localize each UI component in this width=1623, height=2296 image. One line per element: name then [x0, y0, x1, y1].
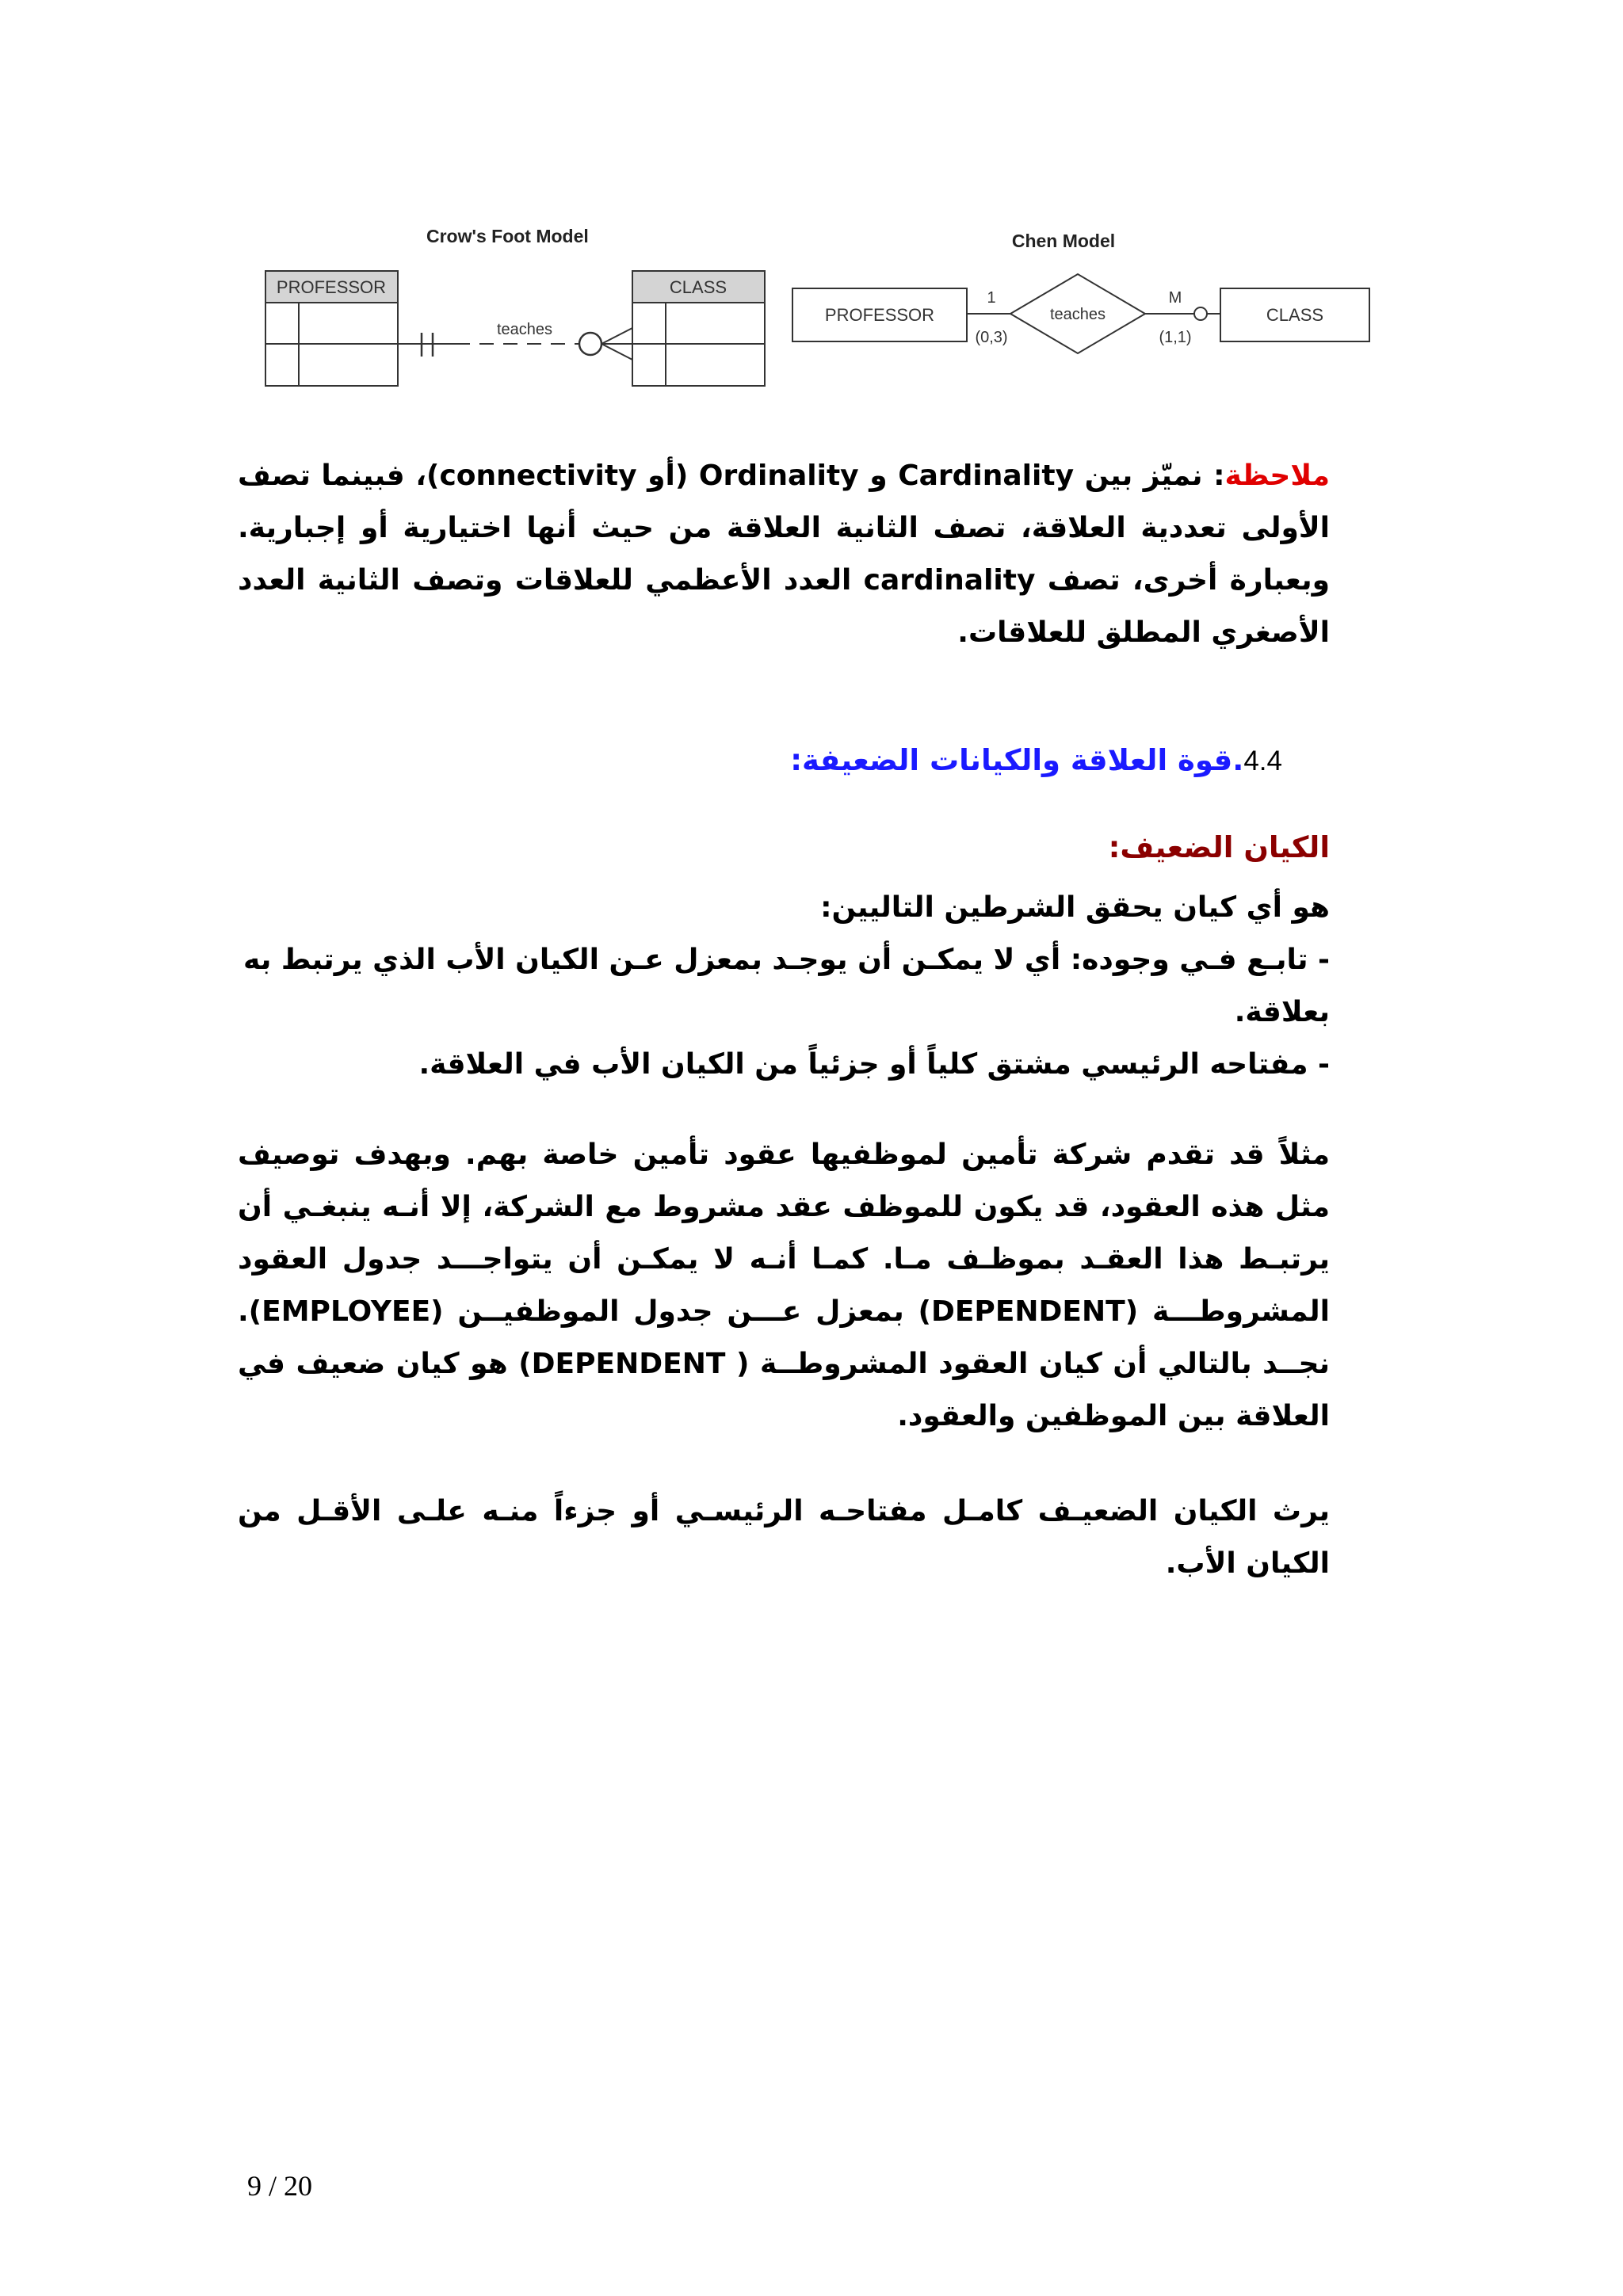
chen-left-cardinality: 1 — [987, 289, 996, 307]
definition-item-1: - تابـع فـي وجوده: أي لا يمكـن أن يوجـد بمعزل عـن الكيان الأب الذي يرتبط به بعلاقة. — [243, 944, 1330, 1028]
er-models-diagram — [258, 215, 1387, 398]
chen-professor-label: PROFESSOR — [824, 305, 935, 325]
section-heading: 4.4.قوة العلاقة والكيانات الضعيفة: — [790, 743, 1282, 777]
crows-foot-professor-entity — [265, 271, 398, 386]
page-number: 9 / 20 — [247, 2170, 313, 2202]
crows-foot-class-label: CLASS — [669, 277, 727, 297]
definition-intro: هو أي كيان يحقق الشرطين التاليين: — [820, 891, 1330, 924]
note-paragraph — [238, 450, 1330, 659]
note-label: ملاحظة — [1224, 460, 1330, 492]
example-paragraph — [238, 1129, 1330, 1443]
chen-relationship-label: teaches — [1049, 306, 1106, 323]
inherit-text: يرث الكيان الضعيـف كامـل مفتاحـه الرئيسـي أو جزءاً منـه علـى الأقـل من الكيان الأب. — [238, 1495, 1330, 1580]
weak-entity-title: الكيان الضعيف: — [1108, 830, 1330, 864]
crows-foot-relationship-label: teaches — [496, 321, 553, 338]
crows-foot-class-entity — [632, 271, 765, 386]
definition-item-2: - مفتاحه الرئيسي مشتق كلياً أو جزئياً من الكيان الأب في العلاقة. — [418, 1048, 1330, 1081]
note-text: : نميّز بين Cardinality و Ordinality (أو connectivity)، فبينما تصف الأولى تعددية العلاقة، تصف الثانية العلاقة من حيث أنها اختيارية أو إجبارية. وبعبارة أخرى، تصف cardinality العدد الأعظمي للعلاقات وتصف الثانية العدد الأصغري المطلق للعلاقات. — [238, 460, 1331, 649]
chen-right-cardinality: M — [1168, 289, 1182, 307]
section-title: قوة العلاقة والكيانات الضعيفة: — [790, 743, 1233, 777]
section-number: 4.4 — [1243, 746, 1282, 776]
chen-professor-entity — [792, 288, 967, 341]
chen-class-label: CLASS — [1266, 305, 1324, 325]
chen-title: Chen Model — [1011, 231, 1116, 251]
chen-class-entity — [1220, 288, 1369, 341]
er-models-figure — [258, 215, 1387, 398]
chen-left-ordinality: (0,3) — [975, 329, 1008, 346]
crows-foot-title: Crow's Foot Model — [426, 226, 589, 246]
weak-entity-definition — [238, 882, 1330, 1091]
example-text: مثلاً قد تقدم شركة تأمين لموظفيها عقود تأمين خاصة بهم. وبهدف توصيف مثل هذه العقود، قد يكون للموظف عقد مشروط مع الشركة، إلا أنـه ينبغـي أن يرتبـط هذا العقـد بموظـف مـا. كمـا أنـه لا يمكـن أن يتواجـــد جدول العقود المشروطـــة (DEPENDENT) بمعزل عـــن جدول الموظفيــن (EMPLOYEE). نجــد بالتالي أن كيان العقود المشروطــة ( DEPENDENT) هو كيان ضعيف في العلاقة بين الموظفين والعقود. — [238, 1138, 1330, 1432]
chen-right-ordinality: (1,1) — [1159, 329, 1192, 346]
inherit-paragraph — [238, 1486, 1330, 1590]
crows-foot-professor-label: PROFESSOR — [276, 277, 387, 297]
